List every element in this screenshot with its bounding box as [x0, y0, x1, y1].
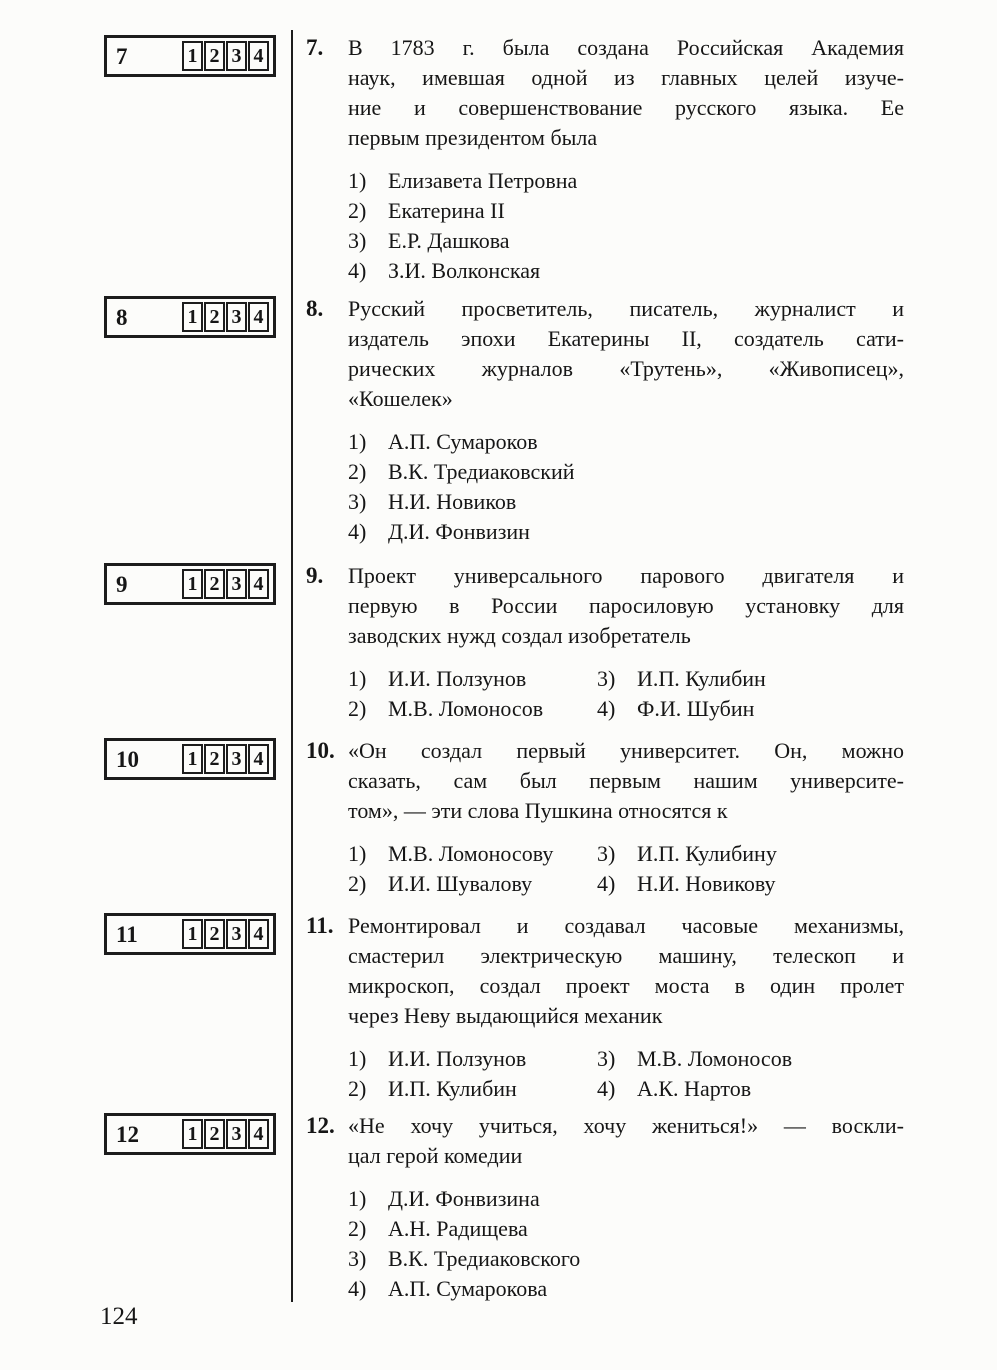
question-body: [348, 911, 904, 1104]
option-text: М.В. Ломоносов: [388, 696, 544, 721]
question-text-line: смастерил электрическую машину, телескоп и: [348, 943, 904, 968]
option-text: Н.И. Новикову: [637, 871, 776, 896]
question-body: [348, 736, 904, 899]
question-text: [348, 911, 904, 1031]
question-text-line: наук, имевшая одной из главных целей изуче-: [348, 65, 904, 90]
option-marker: 2): [348, 871, 367, 896]
answer-box-number: 9: [116, 571, 128, 597]
option-marker: 3): [348, 228, 367, 253]
option-marker: 2): [348, 198, 367, 223]
option-text: А.П. Сумароков: [388, 429, 538, 454]
option-text: М.В. Ломоносову: [388, 841, 554, 866]
option-3: [597, 1044, 904, 1074]
option-marker: 4): [597, 871, 616, 896]
question-text-line: первую в России паросиловую установку для: [348, 593, 904, 618]
option-marker: 1): [348, 841, 367, 866]
option-text: З.И. Волконская: [388, 258, 541, 283]
option-1: [348, 1044, 597, 1074]
option-marker: 3): [348, 489, 367, 514]
option-2: [348, 457, 904, 487]
question-text: [348, 736, 904, 826]
option-marker: 2): [348, 1076, 367, 1101]
option-1: [348, 427, 904, 457]
answer-cell-1: 1: [182, 1119, 203, 1149]
question-9: [292, 561, 997, 724]
answer-box-cells: [182, 302, 269, 332]
answer-cell-1: 1: [182, 302, 203, 332]
option-marker: 1): [348, 666, 367, 691]
question-text-line: издатель эпохи Екатерины II, создатель сати-: [348, 326, 904, 351]
question-text-line: В 1783 г. была создана Российская Академия: [348, 35, 904, 60]
option-4: [348, 1274, 904, 1304]
option-text: М.В. Ломоносов: [637, 1046, 793, 1071]
answer-cell-1: 1: [182, 569, 203, 599]
option-2: [348, 694, 597, 724]
answer-cell-3: 3: [226, 302, 247, 332]
answer-cell-3: 3: [226, 1119, 247, 1149]
option-text: И.И. Ползунов: [388, 666, 527, 691]
answer-box-number: 11: [116, 921, 138, 947]
question-text-line: рических журналов «Трутень», «Живописец»,: [348, 356, 904, 381]
option-text: В.К. Тредиаковского: [388, 1246, 581, 1271]
option-2: [348, 869, 597, 899]
answer-cell-1: 1: [182, 744, 203, 774]
option-marker: 4): [348, 1276, 367, 1301]
option-text: Екатерина II: [388, 198, 505, 223]
question-number: 12.: [306, 1113, 335, 1138]
answer-cell-1: 1: [182, 919, 203, 949]
answer-box-cells: [182, 744, 269, 774]
question-text: [348, 294, 904, 414]
option-marker: 3): [597, 666, 616, 691]
question-number: 8.: [306, 296, 324, 321]
option-3: [348, 226, 904, 256]
answer-cell-3: 3: [226, 41, 247, 71]
question-text-line: микроскоп, создал проект моста в один пролет: [348, 973, 904, 998]
answer-box-number: 7: [116, 43, 128, 69]
option-text: Е.Р. Дашкова: [388, 228, 510, 253]
option-marker: 1): [348, 1186, 367, 1211]
option-text: Д.И. Фонвизин: [388, 519, 530, 544]
question-number: 7.: [306, 35, 324, 60]
answer-cell-4: 4: [248, 1119, 269, 1149]
question-number: 10.: [306, 738, 335, 763]
answer-cell-1: 1: [182, 41, 203, 71]
question-text: [348, 561, 904, 651]
answer-box-9: [104, 563, 276, 605]
option-text: А.К. Нартов: [637, 1076, 752, 1101]
question-text-line: первым президентом была: [348, 125, 598, 150]
question-row-11: [0, 911, 997, 1104]
options-grid: [348, 1044, 904, 1104]
answer-cell-3: 3: [226, 744, 247, 774]
option-text: И.И. Ползунов: [388, 1046, 527, 1071]
answer-cell-3: 3: [226, 919, 247, 949]
question-text-line: том», — эти слова Пушкина относятся к: [348, 798, 728, 823]
answer-box-cells: [182, 1119, 269, 1149]
option-text: Елизавета Петровна: [388, 168, 578, 193]
answer-cell-2: 2: [204, 302, 225, 332]
page-number: 124: [100, 1303, 138, 1330]
question-text-line: «Он создал первый университет. Он, можно: [348, 738, 904, 763]
option-2: [348, 196, 904, 226]
question-11: [292, 911, 997, 1104]
question-row-12: [0, 1111, 997, 1304]
answer-cell-4: 4: [248, 919, 269, 949]
option-marker: 2): [348, 1216, 367, 1241]
question-body: [348, 1111, 904, 1304]
question-text-line: цал герой комедии: [348, 1143, 523, 1168]
option-marker: 3): [597, 841, 616, 866]
answer-box-area: [0, 911, 292, 955]
question-text-line: «Не хочу учиться, хочу жениться!» — воскли-: [348, 1113, 904, 1138]
answer-box-7: [104, 35, 276, 77]
option-marker: 4): [348, 519, 367, 544]
question-text-line: Русский просветитель, писатель, журналист и: [348, 296, 904, 321]
options-list: [348, 427, 904, 547]
answer-box-area: [0, 1111, 292, 1155]
answer-box-number: 8: [116, 304, 128, 330]
answer-box-10: [104, 738, 276, 780]
answer-box-area: [0, 294, 292, 338]
option-1: [348, 664, 597, 694]
option-3: [597, 664, 904, 694]
option-2: [348, 1074, 597, 1104]
option-4: [348, 517, 904, 547]
option-3: [348, 1244, 904, 1274]
question-row-10: [0, 736, 997, 899]
option-text: В.К. Тредиаковский: [388, 459, 575, 484]
option-text: Ф.И. Шубин: [637, 696, 755, 721]
option-text: И.П. Кулибин: [388, 1076, 517, 1101]
answer-box-cells: [182, 919, 269, 949]
answer-box-number: 10: [116, 746, 139, 772]
option-4: [597, 694, 904, 724]
option-3: [348, 487, 904, 517]
option-2: [348, 1214, 904, 1244]
option-text: Д.И. Фонвизина: [388, 1186, 540, 1211]
option-marker: 4): [597, 1076, 616, 1101]
option-1: [348, 839, 597, 869]
question-body: [348, 294, 904, 547]
answer-cell-4: 4: [248, 302, 269, 332]
question-text-line: ние и совершенствование русского языка. Ее: [348, 95, 904, 120]
answer-cell-2: 2: [204, 569, 225, 599]
answer-cell-2: 2: [204, 744, 225, 774]
question-10: [292, 736, 997, 899]
question-8: [292, 294, 997, 547]
answer-cell-4: 4: [248, 744, 269, 774]
option-marker: 1): [348, 429, 367, 454]
question-row-8: [0, 294, 997, 547]
answer-cell-2: 2: [204, 1119, 225, 1149]
option-text: Н.И. Новиков: [388, 489, 517, 514]
question-text: [348, 1111, 904, 1171]
options-list: [348, 1184, 904, 1304]
answer-box-12: [104, 1113, 276, 1155]
option-marker: 1): [348, 168, 367, 193]
page-content: [0, 33, 997, 1304]
question-row-7: [0, 33, 997, 286]
answer-cell-2: 2: [204, 41, 225, 71]
options-list: [348, 166, 904, 286]
answer-box-cells: [182, 569, 269, 599]
answer-cell-4: 4: [248, 569, 269, 599]
question-text-line: сказать, сам был первым нашим университе-: [348, 768, 904, 793]
question-12: [292, 1111, 997, 1304]
option-marker: 4): [348, 258, 367, 283]
option-text: И.П. Кулибину: [637, 841, 777, 866]
answer-cell-2: 2: [204, 919, 225, 949]
option-marker: 2): [348, 696, 367, 721]
option-4: [348, 256, 904, 286]
option-4: [597, 1074, 904, 1104]
option-text: А.Н. Радищева: [388, 1216, 528, 1241]
answer-box-cells: [182, 41, 269, 71]
question-text-line: «Кошелек»: [348, 386, 453, 411]
question-number: 9.: [306, 563, 324, 588]
option-marker: 2): [348, 459, 367, 484]
question-text-line: Ремонтировал и создавал часовые механизмы,: [348, 913, 904, 938]
answer-box-area: [0, 33, 292, 77]
question-7: [292, 33, 997, 286]
question-text-line: через Неву выдающийся механик: [348, 1003, 663, 1028]
option-marker: 3): [597, 1046, 616, 1071]
answer-cell-4: 4: [248, 41, 269, 71]
option-marker: 1): [348, 1046, 367, 1071]
option-text: И.П. Кулибин: [637, 666, 766, 691]
answer-cell-3: 3: [226, 569, 247, 599]
option-4: [597, 869, 904, 899]
options-grid: [348, 839, 904, 899]
question-body: [348, 561, 904, 724]
option-1: [348, 1184, 904, 1214]
answer-box-number: 12: [116, 1121, 139, 1147]
answer-box-8: [104, 296, 276, 338]
question-text: [348, 33, 904, 153]
option-3: [597, 839, 904, 869]
question-number: 11.: [306, 913, 334, 938]
option-1: [348, 166, 904, 196]
option-marker: 4): [597, 696, 616, 721]
options-grid: [348, 664, 904, 724]
option-text: А.П. Сумарокова: [388, 1276, 548, 1301]
answer-box-area: [0, 736, 292, 780]
question-text-line: заводских нужд создал изобретатель: [348, 623, 691, 648]
answer-box-11: [104, 913, 276, 955]
answer-box-area: [0, 561, 292, 605]
question-body: [348, 33, 904, 286]
option-marker: 3): [348, 1246, 367, 1271]
option-text: И.И. Шувалову: [388, 871, 533, 896]
question-text-line: Проект универсального парового двигателя и: [348, 563, 904, 588]
question-row-9: [0, 561, 997, 724]
